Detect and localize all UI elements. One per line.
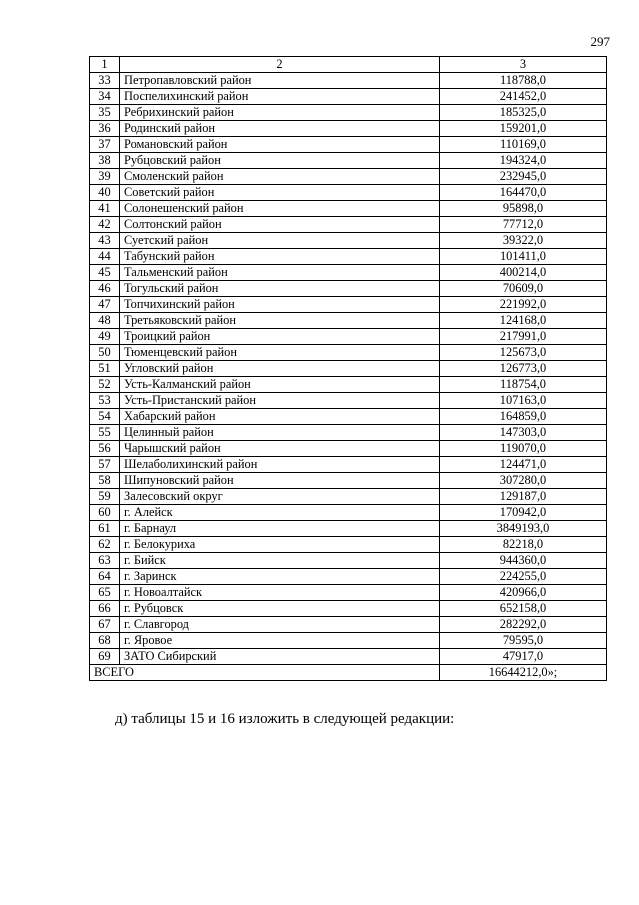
total-label: ВСЕГО [90, 665, 440, 681]
table-row [90, 249, 607, 265]
municipality-name-cell: Ребрихинский район [120, 105, 440, 121]
municipality-name-cell: Родинский район [120, 121, 440, 137]
amount-cell: 944360,0 [440, 553, 607, 569]
amount-cell: 119070,0 [440, 441, 607, 457]
municipality-name-cell: Солтонский район [120, 217, 440, 233]
amount-cell: 124471,0 [440, 457, 607, 473]
row-number-cell: 34 [90, 89, 120, 105]
amount-cell: 39322,0 [440, 233, 607, 249]
table-row [90, 217, 607, 233]
table-row [90, 601, 607, 617]
table-row [90, 329, 607, 345]
municipality-name-cell: г. Славгород [120, 617, 440, 633]
row-number-cell: 62 [90, 537, 120, 553]
amount-cell: 400214,0 [440, 265, 607, 281]
row-number-cell: 66 [90, 601, 120, 617]
row-number-cell: 55 [90, 425, 120, 441]
row-number-cell: 43 [90, 233, 120, 249]
amount-cell: 124168,0 [440, 313, 607, 329]
page-number: 297 [590, 34, 610, 49]
table-row [90, 153, 607, 169]
municipality-name-cell: Хабарский район [120, 409, 440, 425]
row-number-cell: 64 [90, 569, 120, 585]
table-row [90, 585, 607, 601]
table-row [90, 105, 607, 121]
amount-cell: 126773,0 [440, 361, 607, 377]
row-number-cell: 50 [90, 345, 120, 361]
table-row [90, 185, 607, 201]
amount-cell: 70609,0 [440, 281, 607, 297]
amount-cell: 101411,0 [440, 249, 607, 265]
amount-cell: 77712,0 [440, 217, 607, 233]
amount-cell: 159201,0 [440, 121, 607, 137]
amount-cell: 147303,0 [440, 425, 607, 441]
row-number-cell: 60 [90, 505, 120, 521]
column-header-number: 1 [90, 57, 120, 73]
row-number-cell: 56 [90, 441, 120, 457]
municipality-name-cell: Рубцовский район [120, 153, 440, 169]
municipality-name-cell: Тогульский район [120, 281, 440, 297]
municipality-name-cell: г. Алейск [120, 505, 440, 521]
table-row [90, 521, 607, 537]
row-number-cell: 49 [90, 329, 120, 345]
municipality-name-cell: Целинный район [120, 425, 440, 441]
amount-cell: 652158,0 [440, 601, 607, 617]
row-number-cell: 61 [90, 521, 120, 537]
table-row [90, 649, 607, 665]
row-number-cell: 59 [90, 489, 120, 505]
row-number-cell: 46 [90, 281, 120, 297]
table-row [90, 617, 607, 633]
row-number-cell: 36 [90, 121, 120, 137]
amount-cell: 164859,0 [440, 409, 607, 425]
table-row [90, 201, 607, 217]
table-row [90, 361, 607, 377]
row-number-cell: 42 [90, 217, 120, 233]
amount-cell: 125673,0 [440, 345, 607, 361]
row-number-cell: 58 [90, 473, 120, 489]
table-row [90, 137, 607, 153]
row-number-cell: 67 [90, 617, 120, 633]
municipality-name-cell: Троицкий район [120, 329, 440, 345]
municipality-name-cell: Табунский район [120, 249, 440, 265]
row-number-cell: 69 [90, 649, 120, 665]
amount-cell: 118788,0 [440, 73, 607, 89]
municipality-name-cell: г. Бийск [120, 553, 440, 569]
municipality-name-cell: Смоленский район [120, 169, 440, 185]
municipality-name-cell: Романовский район [120, 137, 440, 153]
row-number-cell: 44 [90, 249, 120, 265]
amount-cell: 82218,0 [440, 537, 607, 553]
table-row [90, 553, 607, 569]
amount-cell: 95898,0 [440, 201, 607, 217]
row-number-cell: 38 [90, 153, 120, 169]
table-row [90, 73, 607, 89]
municipality-name-cell: г. Заринск [120, 569, 440, 585]
column-header-value: 3 [440, 57, 607, 73]
amount-cell: 224255,0 [440, 569, 607, 585]
row-number-cell: 35 [90, 105, 120, 121]
amount-cell: 232945,0 [440, 169, 607, 185]
table-row [90, 297, 607, 313]
municipality-name-cell: г. Барнаул [120, 521, 440, 537]
amount-cell: 164470,0 [440, 185, 607, 201]
municipality-name-cell: Тальменский район [120, 265, 440, 281]
amount-cell: 107163,0 [440, 393, 607, 409]
amount-cell: 170942,0 [440, 505, 607, 521]
table-row [90, 377, 607, 393]
row-number-cell: 47 [90, 297, 120, 313]
municipality-name-cell: Советский район [120, 185, 440, 201]
amount-cell: 185325,0 [440, 105, 607, 121]
allocation-table [89, 56, 607, 681]
municipality-name-cell: Солонешенский район [120, 201, 440, 217]
amount-cell: 118754,0 [440, 377, 607, 393]
municipality-name-cell: Усть-Пристанский район [120, 393, 440, 409]
table-row [90, 281, 607, 297]
table-row [90, 505, 607, 521]
municipality-name-cell: Шипуновский район [120, 473, 440, 489]
table-body [90, 57, 607, 681]
row-number-cell: 33 [90, 73, 120, 89]
row-number-cell: 48 [90, 313, 120, 329]
amount-cell: 307280,0 [440, 473, 607, 489]
table-row [90, 537, 607, 553]
row-number-cell: 68 [90, 633, 120, 649]
table-row [90, 345, 607, 361]
row-number-cell: 51 [90, 361, 120, 377]
row-number-cell: 65 [90, 585, 120, 601]
row-number-cell: 39 [90, 169, 120, 185]
row-number-cell: 63 [90, 553, 120, 569]
table-row [90, 457, 607, 473]
table-row [90, 473, 607, 489]
municipality-name-cell: Усть-Калманский район [120, 377, 440, 393]
amount-cell: 110169,0 [440, 137, 607, 153]
amount-cell: 217991,0 [440, 329, 607, 345]
municipality-name-cell: Третьяковский район [120, 313, 440, 329]
row-number-cell: 41 [90, 201, 120, 217]
total-value: 16644212,0»; [440, 665, 607, 681]
amount-cell: 420966,0 [440, 585, 607, 601]
amount-cell: 221992,0 [440, 297, 607, 313]
row-number-cell: 57 [90, 457, 120, 473]
table-row [90, 169, 607, 185]
table-header-row [90, 57, 607, 73]
table-row [90, 409, 607, 425]
municipality-name-cell: Залесовский округ [120, 489, 440, 505]
amount-cell: 79595,0 [440, 633, 607, 649]
amount-cell: 47917,0 [440, 649, 607, 665]
table-row [90, 313, 607, 329]
municipality-name-cell: Поспелихинский район [120, 89, 440, 105]
table-row [90, 489, 607, 505]
table-row [90, 265, 607, 281]
municipality-name-cell: Петропавловский район [120, 73, 440, 89]
municipality-name-cell: Чарышский район [120, 441, 440, 457]
municipality-name-cell: г. Рубцовск [120, 601, 440, 617]
table-row [90, 441, 607, 457]
municipality-name-cell: Топчихинский район [120, 297, 440, 313]
row-number-cell: 37 [90, 137, 120, 153]
row-number-cell: 45 [90, 265, 120, 281]
table-row [90, 633, 607, 649]
table-row [90, 89, 607, 105]
municipality-name-cell: г. Яровое [120, 633, 440, 649]
municipality-name-cell: г. Белокуриха [120, 537, 440, 553]
row-number-cell: 53 [90, 393, 120, 409]
amount-cell: 282292,0 [440, 617, 607, 633]
municipality-name-cell: Тюменцевский район [120, 345, 440, 361]
municipality-name-cell: г. Новоалтайск [120, 585, 440, 601]
total-row [90, 665, 607, 681]
amount-cell: 241452,0 [440, 89, 607, 105]
table-row [90, 569, 607, 585]
municipality-name-cell: Суетский район [120, 233, 440, 249]
amount-cell: 129187,0 [440, 489, 607, 505]
row-number-cell: 54 [90, 409, 120, 425]
table-row [90, 121, 607, 137]
municipality-name-cell: Шелаболихинский район [120, 457, 440, 473]
table-row [90, 393, 607, 409]
municipality-name-cell: Угловский район [120, 361, 440, 377]
amount-cell: 3849193,0 [440, 521, 607, 537]
amount-cell: 194324,0 [440, 153, 607, 169]
column-header-name: 2 [120, 57, 440, 73]
row-number-cell: 40 [90, 185, 120, 201]
table-row [90, 233, 607, 249]
amendment-instruction: д) таблицы 15 и 16 изложить в следующей редакции: [115, 711, 455, 727]
row-number-cell: 52 [90, 377, 120, 393]
table-row [90, 425, 607, 441]
municipality-name-cell: ЗАТО Сибирский [120, 649, 440, 665]
